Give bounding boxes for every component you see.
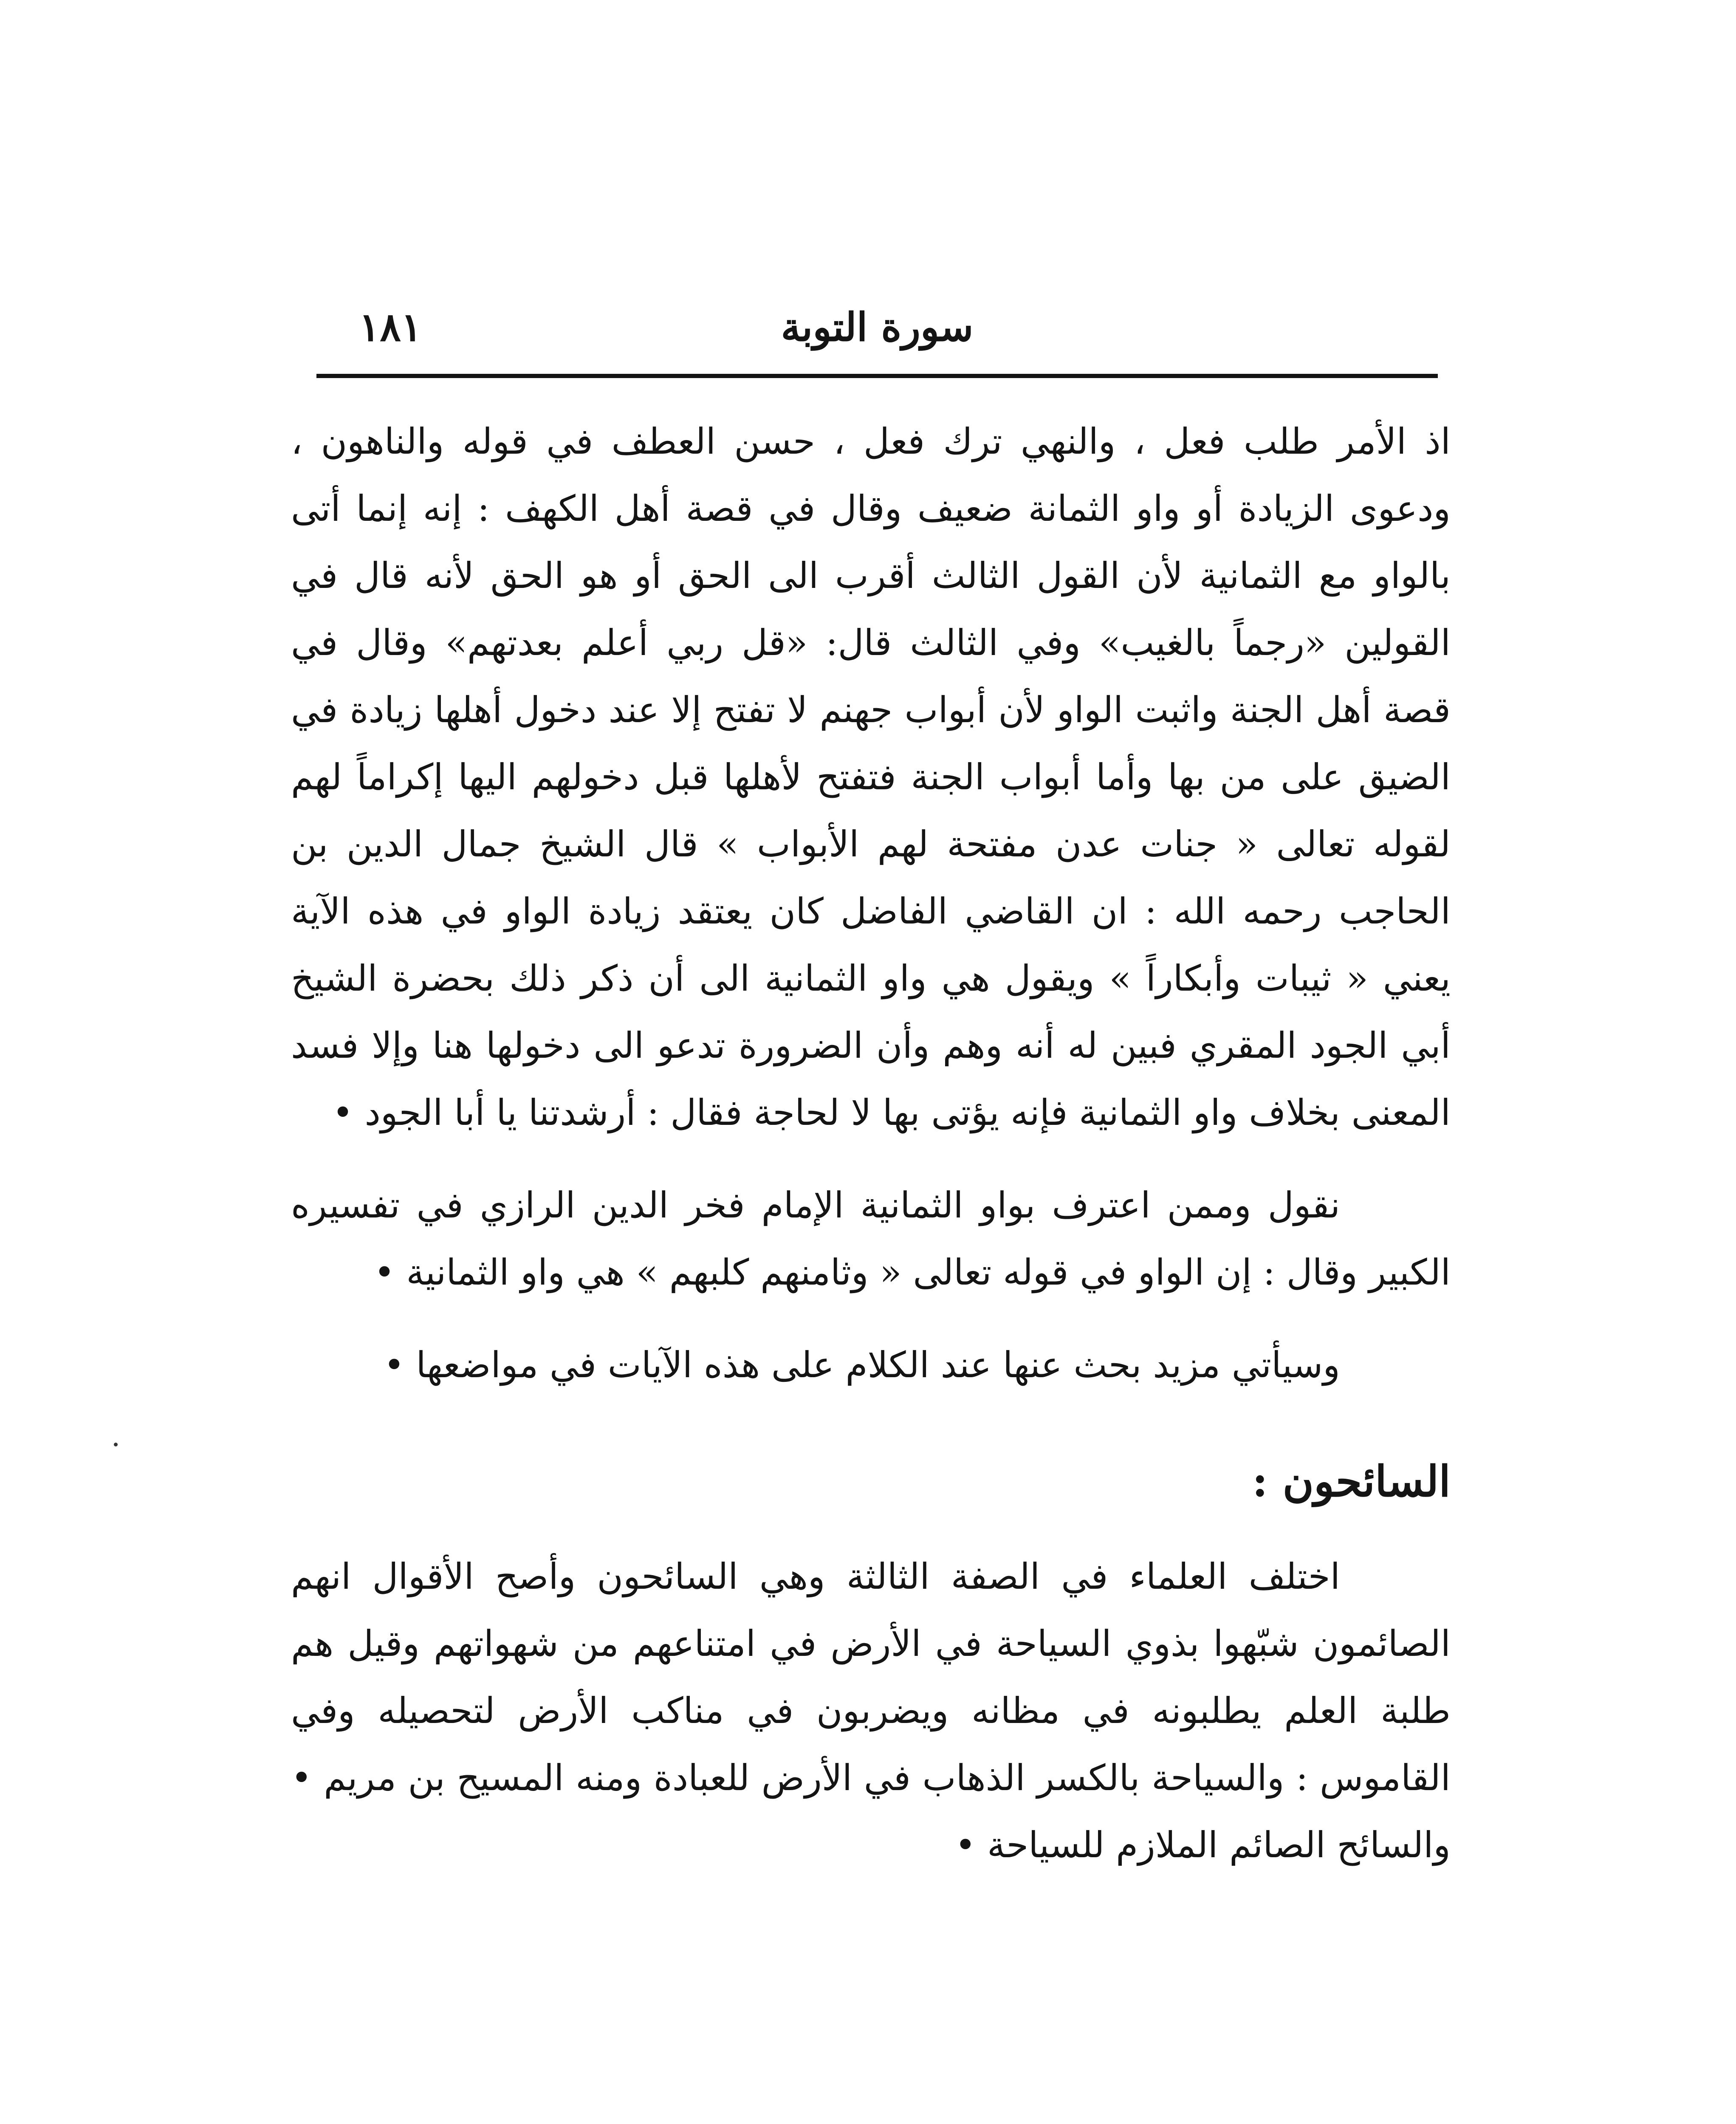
paragraph-2: نقول وممن اعترف بواو الثمانية الإمام فخر الدين الرازي في تفسيره الكبير وقال : إن الواو في قوله تعالى « وثامنهم كلبهم » هي واو الثمانية • [291, 1184, 1451, 1293]
scan-speck [114, 1443, 118, 1446]
paragraph-1: اذ الأمر طلب فعل ، والنهي ترك فعل ، حسن العطف في قوله والناهون ، ودعوى الزيادة أو واو الثمانة ضعيف وقال في قصة أهل الكهف : إنه إنما أتى بالواو مع الثمانية لأن القول الثالث أقرب الى الحق أو هو الحق لأنه قال في القولين «رجماً بالغيب» وفي الثالث قال: «قل ربي أعلم بعدتهم» وقال في قصة أهل الجنة واثبت الواو لأن أبواب جهنم لا تفتح إلا عند دخول أهلها زيادة في الضيق على من بها وأما أبواب الجنة فتفتح لأهلها قبل دخولهم اليها إكراماً لهم لقوله تعالى « جنات عدن مفتحة لهم الأبواب » قال الشيخ جمال الدين بن الحاجب رحمه الله : ان القاضي الفاضل كان يعتقد زيادة الواو في هذه الآية يعني « ثيبات وأبكاراً » ويقول هي واو الثمانية الى أن ذكر ذلك بحضرة الشيخ أبي الجود المقري فبين له أنه وهم وأن الضرورة تدعو الى دخولها هنا وإلا فسد المعنى بخلاف واو الثمانية فإنه يؤتى بها لا لحاجة فقال : أرشدتنا يا أبا الجود • [291, 421, 1451, 1133]
page-number: ١٨١ [359, 304, 422, 350]
paragraph-spacer [291, 1146, 1451, 1172]
header-rule [316, 374, 1438, 378]
page-body [291, 408, 1451, 1878]
page-header [316, 297, 1438, 357]
running-title: سورة التوبة [781, 304, 974, 350]
section-heading: السائحون : [1252, 1456, 1451, 1506]
section-paragraph: اختلف العلماء في الصفة الثالثة وهي السائحون وأصح الأقوال انهم الصائمون شبّهوا بذوي السياحة في الأرض في امتناعهم من شهواتهم وقيل هم طلبة العلم يطلبونه في مظانه ويضربون في مناكب الأرض لتحصيله وفي القاموس : والسياحة بالكسر الذهاب في الأرض للعبادة ومنه المسيح بن مريم • والسائح الصائم الملازم للسياحة • [291, 1556, 1451, 1866]
paragraph-3: وسيأتي مزيد بحث عنها عند الكلام على هذه الآيات في مواضعها • [384, 1344, 1340, 1386]
paragraph-spacer [291, 1306, 1451, 1331]
section-spacer [291, 1398, 1451, 1445]
paragraph-spacer [291, 1517, 1451, 1543]
